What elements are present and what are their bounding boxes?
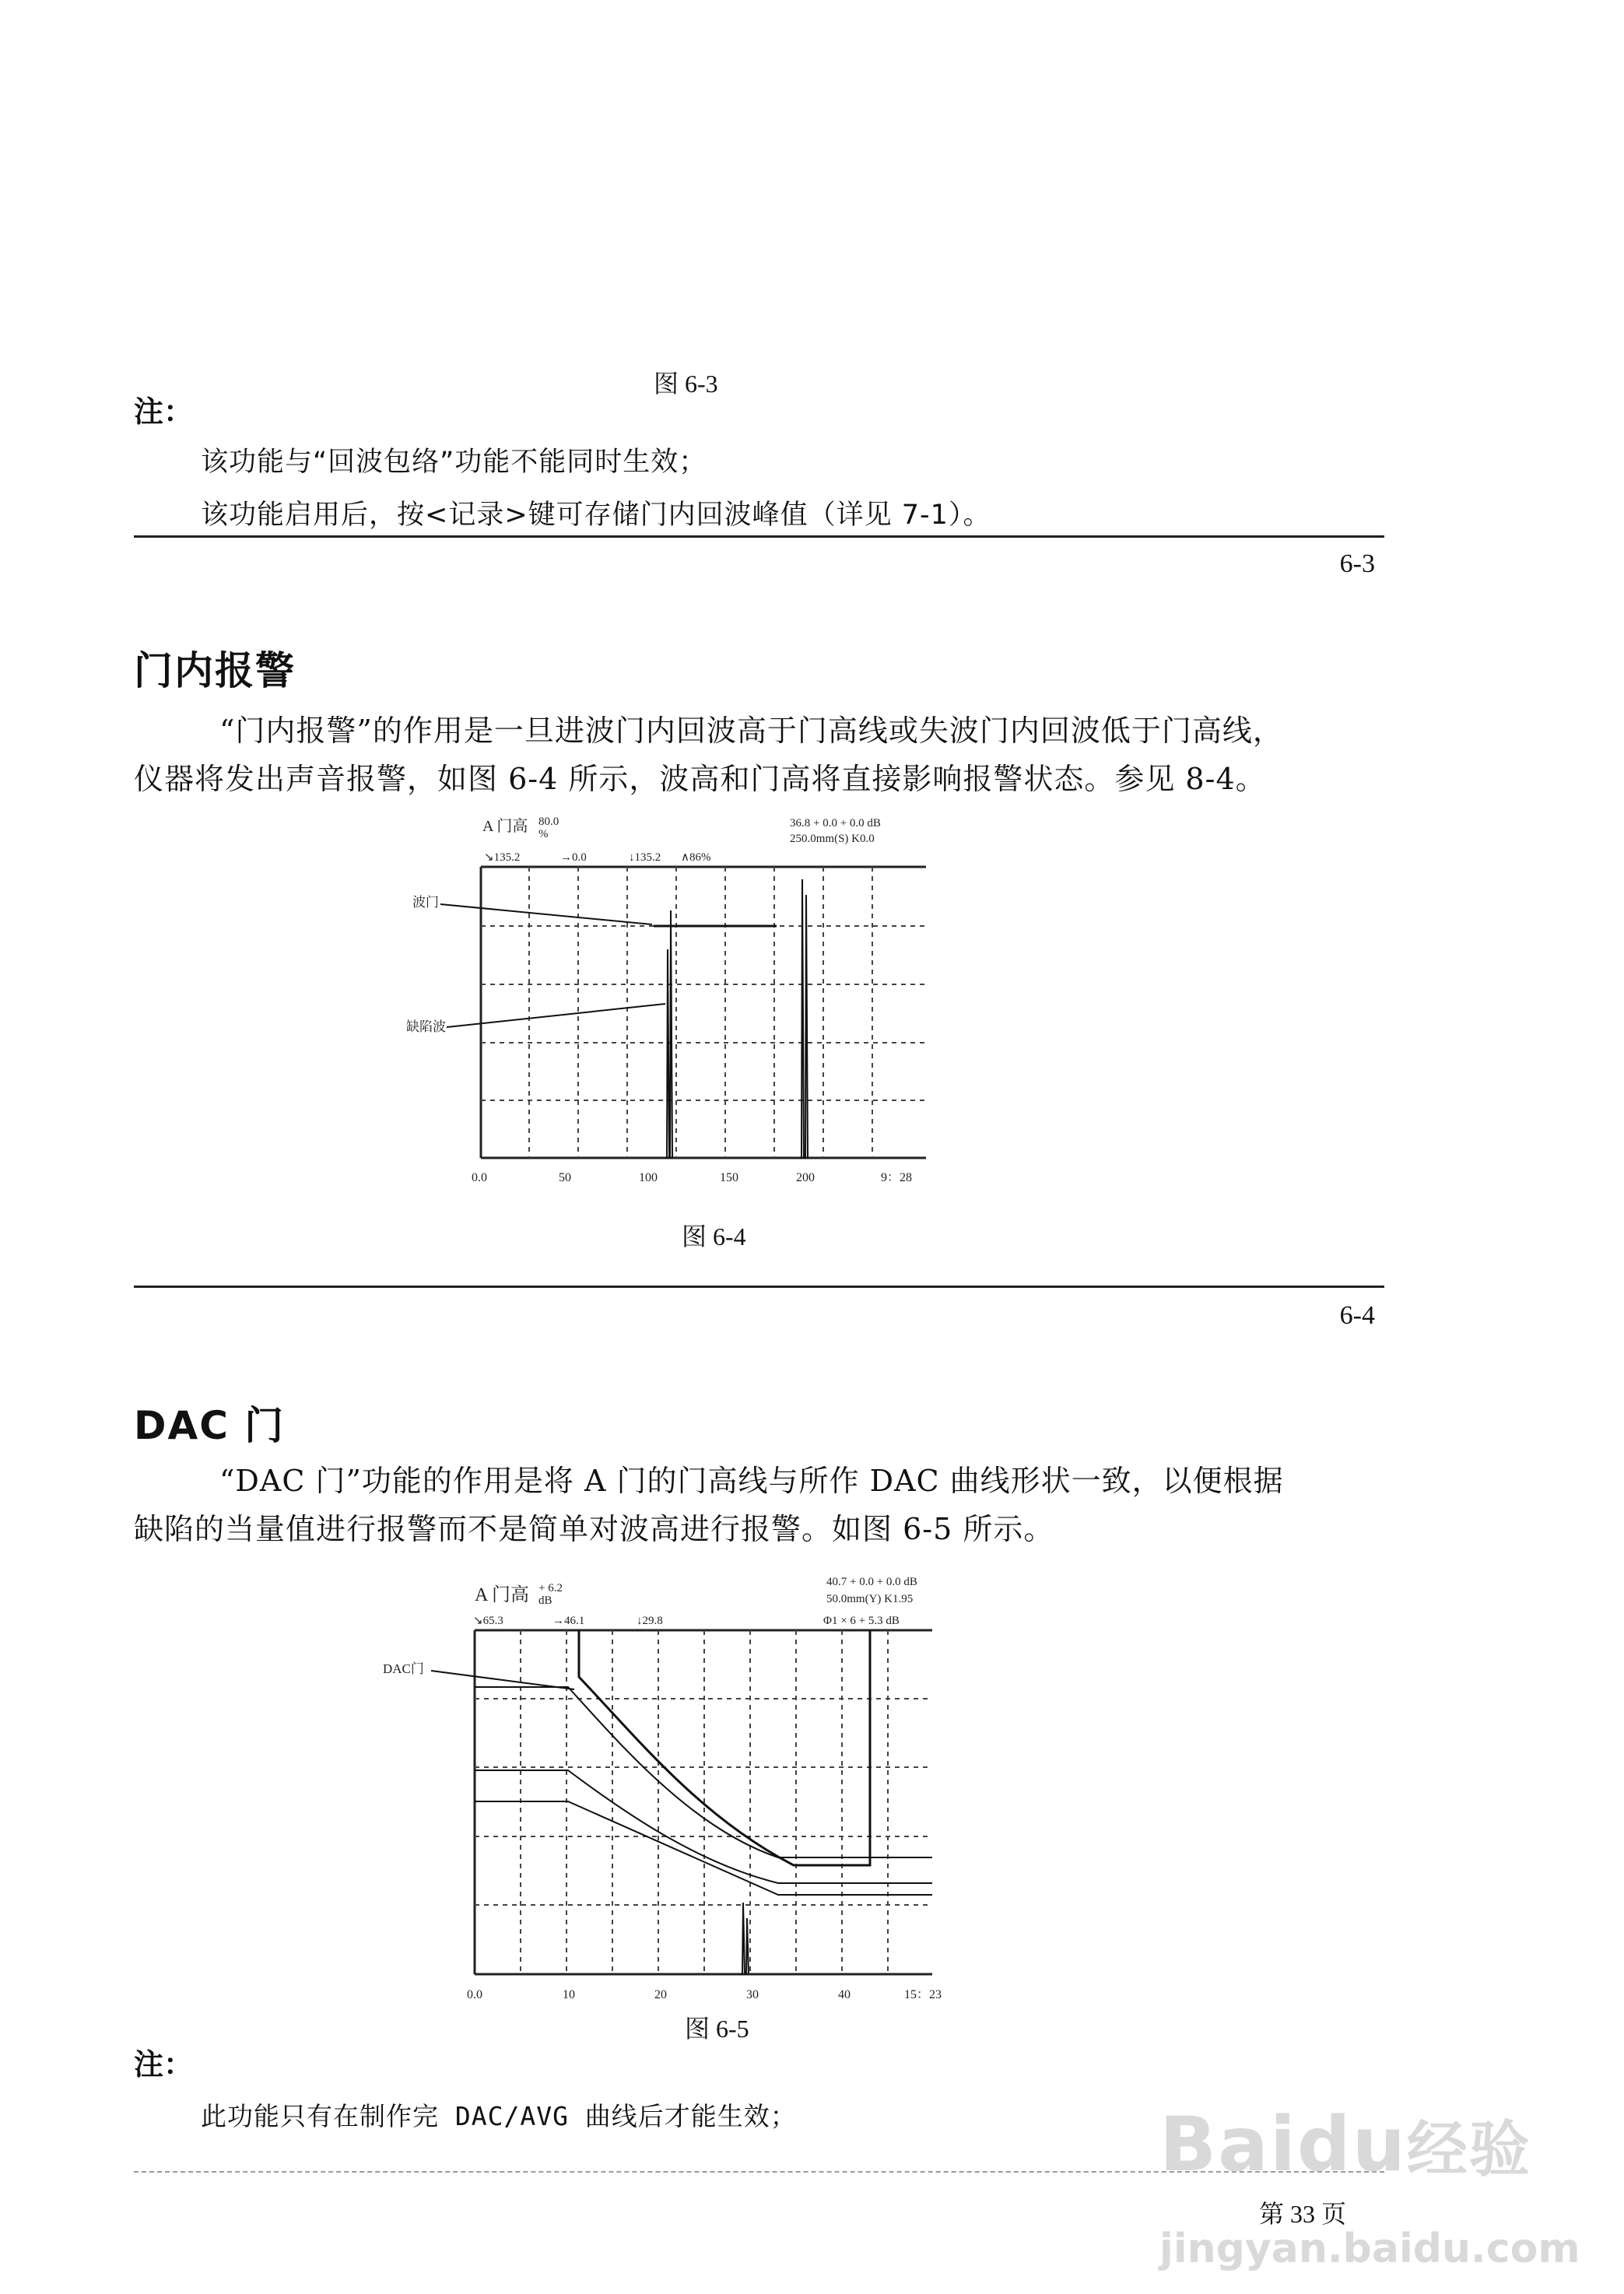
- paragraph-gate-alarm-line-1: “门内报警”的作用是一旦进波门内回波高于门高线或失波门内回波低于门高线，: [219, 714, 1283, 748]
- fig65-dac-gate-line: [579, 1630, 870, 1865]
- fig65-readout-2: ↓29.8: [637, 1615, 663, 1627]
- fig64-readout-2: ↓135.2: [629, 851, 661, 864]
- fig64-range-readout: 250.0mm(S) K0.0: [790, 833, 875, 845]
- paragraph-dac-gate-line-2: 缺陷的当量值进行报警而不是简单对波高进行报警。如图 6-5 所示。: [134, 1512, 1054, 1546]
- fig65-x-tick-3: 30: [746, 1988, 759, 2001]
- fig64-gate-height-value: 80.0: [538, 816, 559, 828]
- fig65-callout-dac: DAC门: [383, 1661, 424, 1676]
- fig64-bottom-echo: [800, 879, 808, 1158]
- fig65-gate-height-unit: dB: [538, 1594, 552, 1607]
- section-number-6-3: 6-3: [1339, 549, 1375, 578]
- section-heading-gate-alarm: 门内报警: [134, 648, 296, 693]
- figure-6-3-caption: 图 6-3: [654, 370, 718, 398]
- paragraph-dac-gate-line-1: “DAC 门”功能的作用是将 A 门的门高线与所作 DAC 曲线形状一致，以便根据: [219, 1464, 1284, 1498]
- fig64-defect-echo: [665, 910, 672, 1158]
- fig65-readout-1: →46.1: [552, 1615, 585, 1627]
- fig64-x-tick-3: 150: [720, 1171, 738, 1184]
- section-number-6-4: 6-4: [1339, 1301, 1375, 1330]
- page-prefix: 第: [1259, 2200, 1285, 2228]
- fig65-gain-readout: 40.7 + 0.0 + 0.0 dB: [826, 1576, 917, 1588]
- fig65-x-tick-2: 20: [654, 1988, 667, 2001]
- fig64-readout-3: ∧86%: [681, 851, 711, 864]
- fig65-x-tick-1: 10: [563, 1988, 575, 2001]
- note2-title: 注：: [134, 2047, 194, 2082]
- section-divider-2: [134, 1286, 1384, 1288]
- fig64-readout-1: →0.0: [560, 851, 587, 864]
- fig64-callout-defect: 缺陷波: [406, 1019, 446, 1034]
- fig64-callout-defect-leader: [447, 1004, 665, 1027]
- fig64-callout-gate: 波门: [412, 895, 439, 910]
- section-divider-1: [134, 535, 1384, 538]
- section-heading-dac-gate: DAC 门: [134, 1403, 286, 1448]
- page-number-value: 33: [1290, 2200, 1316, 2228]
- watermark-brand-cn: 经验: [1406, 2115, 1531, 2185]
- page-suffix: 页: [1321, 2200, 1347, 2228]
- figure-6-5-dac: [366, 1568, 988, 2004]
- baidu-watermark-logo: [1159, 2101, 1531, 2188]
- figure-6-4-ascan: [389, 809, 949, 1198]
- note-line-2: 该功能启用后，按<记录>键可存储门内回波峰值（详见 7-1）。: [201, 500, 991, 531]
- fig64-callout-gate-leader: [440, 904, 652, 924]
- fig65-x-tick-0: 0.0: [467, 1988, 482, 2001]
- fig65-time: 15：23: [903, 1988, 942, 2001]
- fig64-x-tick-2: 100: [639, 1171, 658, 1184]
- paragraph-gate-alarm: [134, 707, 1387, 803]
- note2-line-1: 此功能只有在制作完 DAC/AVG 曲线后才能生效；: [201, 2101, 797, 2131]
- paragraph-dac-gate: [134, 1457, 1387, 1553]
- fig65-x-tick-4: 40: [838, 1988, 851, 2001]
- fig64-time: 9：28: [881, 1171, 913, 1184]
- fig64-gain-readout: 36.8 + 0.0 + 0.0 dB: [790, 817, 881, 830]
- fig65-range-readout: 50.0mm(Y) K1.95: [826, 1593, 914, 1605]
- figure-6-5-caption: 图 6-5: [685, 2015, 749, 2043]
- fig64-gate-height-label: A 门高: [482, 818, 528, 835]
- baidu-watermark-url: jingyan.baidu.com: [1159, 2226, 1580, 2272]
- figure-6-4-caption: 图 6-4: [682, 1222, 746, 1250]
- fig65-gate-height-label: A 门高: [475, 1585, 530, 1605]
- watermark-brand: Baidu: [1159, 2101, 1407, 2188]
- fig64-x-tick-1: 50: [559, 1171, 571, 1184]
- note-title: 注：: [134, 395, 194, 429]
- fig65-echo: [741, 1903, 749, 1974]
- fig64-x-tick-0: 0.0: [472, 1171, 487, 1184]
- note-line-1: 该功能与“回波包络”功能不能同时生效；: [201, 447, 707, 478]
- fig64-readout-0: ↘135.2: [484, 851, 521, 864]
- fig65-readout-0: ↘65.3: [473, 1615, 503, 1627]
- fig65-reflector-readout: Φ1 × 6 + 5.3 dB: [823, 1615, 900, 1627]
- paragraph-gate-alarm-line-2: 仪器将发出声音报警，如图 6-4 所示，波高和门高将直接影响报警状态。参见 8-4。: [134, 762, 1266, 796]
- fig65-gate-height-value: + 6.2: [538, 1582, 563, 1594]
- fig64-x-tick-4: 200: [796, 1171, 815, 1184]
- fig64-gate-height-unit: %: [538, 828, 549, 840]
